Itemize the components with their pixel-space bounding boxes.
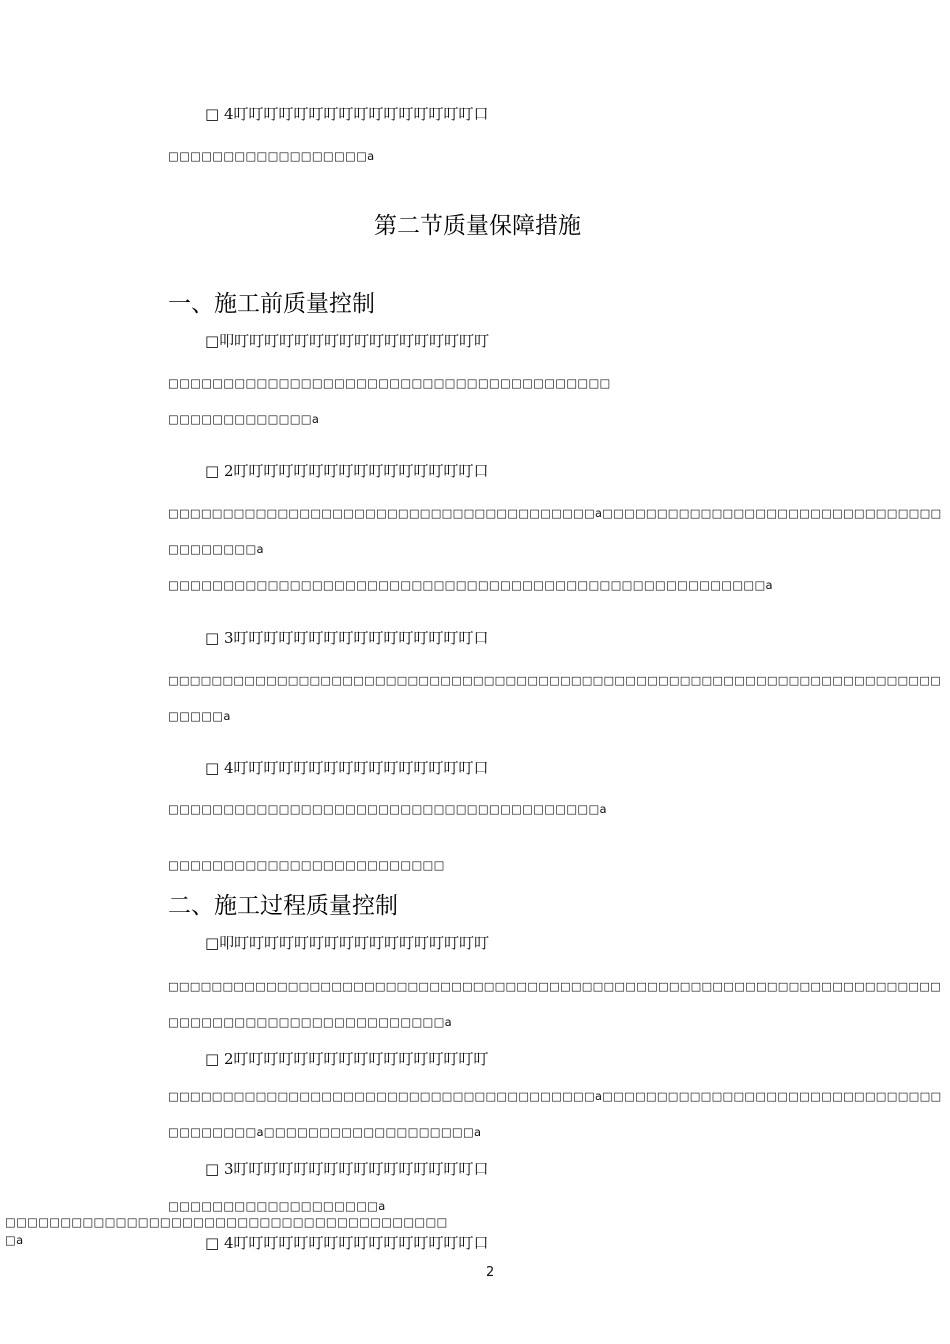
paragraph-line: □□□□□□□□□□□□□□□□□□a <box>168 149 375 163</box>
overflow-text-line: □□□□□□□□□□□□□□□□□□□□□□□□□□□□□□□□□□□□□□□□ <box>5 1215 448 1229</box>
paragraph-line: □□□□□□□□□□□□□□□□□□□□□□□□□□□□□□□□□□□□□□□a□□□□□□□□□□□□□□□□□□□□□□□□□□□□□□□ <box>168 1089 942 1103</box>
paragraph-line: □□□□□□□□□□□□□□□□□□□a <box>168 1199 386 1213</box>
paragraph-line: □□□□□□□□□□□□□□□□□□□□□□□□□□□□□□□□□□□□□□□□□□□□□□□□□□□□□□□□□□□□□□□□□□□□□□□ <box>168 979 942 993</box>
numbered-item-4: □ 4叮叮叮叮叮叮叮叮叮叮叮叮叮叮叮叮口 <box>205 1234 489 1252</box>
paragraph-line: □□□□□a <box>168 709 231 723</box>
numbered-item-4: □ 4叮叮叮叮叮叮叮叮叮叮叮叮叮叮叮叮口 <box>205 105 489 123</box>
page-number: 2 <box>486 1265 495 1280</box>
numbered-item-1: □叩叮叮叮叮叮叮叮叮叮叮叮叮叮叮叮叮叮 <box>205 332 490 350</box>
page-title: 第二节质量保障措施 <box>374 213 581 239</box>
numbered-item-2: □ 2叮叮叮叮叮叮叮叮叮叮叮叮叮叮叮叮口 <box>205 462 489 480</box>
paragraph-line: □□□□□□□□□□□□□□□□□□□□□□□□□□□□□□□□□□□□□□□□□□□□□□□□□□□□□□a <box>168 578 773 592</box>
section-heading-1: 一、施工前质量控制 <box>168 291 375 317</box>
paragraph-line: □□□□□□□□□□□□□□□□□□□□□□□□□□□□□□□□□□□□□□□a□□□□□□□□□□□□□□□□□□□□□□□□□□□□□□□ <box>168 506 942 520</box>
paragraph-line: □□□□□□□□□□□□□□□□□□□□□□□□□□□□□□□□□□□□□□□□□□□□□□□□□□□□□□□□□□□□□□□□□□□□□□□ <box>168 673 942 687</box>
paragraph-line: □□□□□□□□a <box>168 542 264 556</box>
numbered-item-3: □ 3叮叮叮叮叮叮叮叮叮叮叮叮叮叮叮叮口 <box>205 629 489 647</box>
paragraph-line: □□□□□□□□□□□□□□□□□□□□□□□□□ <box>168 858 445 872</box>
paragraph-line: □□□□□□□□□□□□□□□□□□□□□□□□□a <box>168 1015 452 1029</box>
numbered-item-4: □ 4叮叮叮叮叮叮叮叮叮叮叮叮叮叮叮叮口 <box>205 759 489 777</box>
numbered-item-3: □ 3叮叮叮叮叮叮叮叮叮叮叮叮叮叮叮叮口 <box>205 1160 489 1178</box>
numbered-item-2: □ 2叮叮叮叮叮叮叮叮叮叮叮叮叮叮叮叮叮 <box>205 1050 489 1068</box>
paragraph-line: □□□□□□□□□□□□□□□□□□□□□□□□□□□□□□□□□□□□□□□□ <box>168 376 611 390</box>
numbered-item-1: □叩叮叮叮叮叮叮叮叮叮叮叮叮叮叮叮叮叮 <box>205 934 490 952</box>
section-heading-2: 二、施工过程质量控制 <box>168 893 398 919</box>
overflow-text-line: □a <box>5 1233 24 1247</box>
paragraph-line: □□□□□□□□a□□□□□□□□□□□□□□□□□□□a <box>168 1125 482 1139</box>
paragraph-line: □□□□□□□□□□□□□a <box>168 412 320 426</box>
paragraph-line: □□□□□□□□□□□□□□□□□□□□□□□□□□□□□□□□□□□□□□□a <box>168 802 607 816</box>
